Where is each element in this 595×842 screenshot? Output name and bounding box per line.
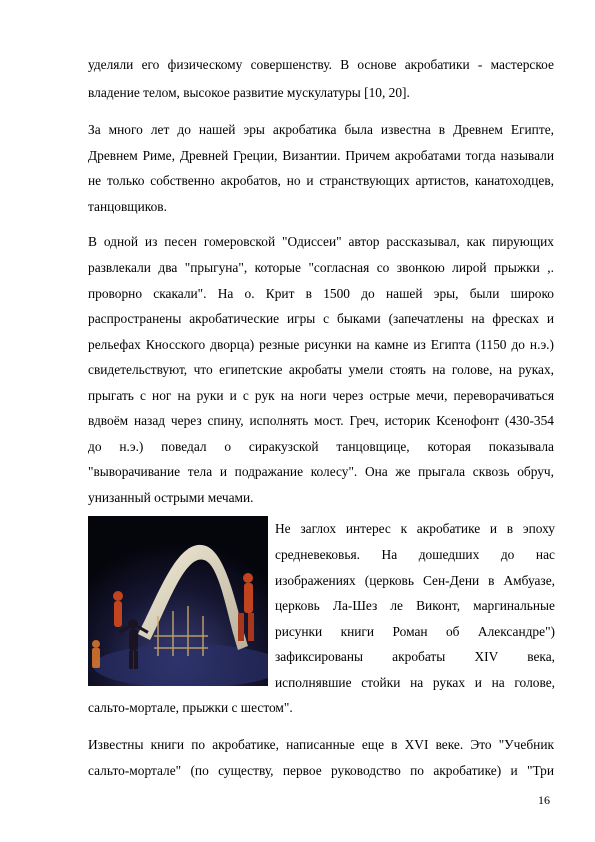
text-line: исполнявшие стойки на руках и на голове,: [275, 675, 555, 690]
text-line: Известны книги по акробатике, написанные еще в XVI веке. Это "Учебник: [88, 737, 554, 752]
text-line: сальто-мортале" (по существу, первое руководство по акробатике) и "Три: [88, 763, 554, 778]
text-line: проворно скакали". На о. Крит в 1500 до нашей эры, были широко: [88, 286, 554, 301]
text-line: развлекали два "прыгуна", которые "согласная со звонкою лирой прыжки ,.: [88, 260, 554, 275]
text-line: средневековья. На дошедших до нас: [275, 547, 555, 562]
text-line: рельефах Кносского дворца) резные рисунки на камне из Египта (1150 до н.э.): [88, 337, 554, 352]
text-line: За много лет до нашей эры акробатика была известна в Древнем Египте,: [88, 122, 554, 137]
text-line: унизанный острыми мечами.: [88, 490, 254, 505]
text-line: В одной из песен гомеровской "Одиссеи" автор рассказывал, как пирующих: [88, 234, 554, 249]
text-line: зафиксированы акробаты XIV века,: [275, 649, 555, 664]
text-line: прыгать с ног на руки и с рук на ноги через острые мечи, переворачиваться: [88, 388, 554, 403]
text-line: сальто-мортале, прыжки с шестом".: [88, 700, 293, 715]
text-line: до н.э.) поведал о сиракузской танцовщице, которая показывала: [88, 439, 554, 454]
text-line: уделяли его физическому совершенству. В основе акробатики - мастерское: [88, 57, 554, 72]
text-line: не только собственно акробатов, но и странствующих артистов, канатоходцев,: [88, 173, 554, 188]
text-line: Древнем Риме, Древней Греции, Византии. Причем акробатами тогда называли: [88, 148, 554, 163]
acrobats-photo: [88, 516, 268, 686]
text-line: свидетельствуют, что египетские акробаты умели стоять на голове, на руках,: [88, 362, 554, 377]
text-line: вдвоём назад через спину, исполнять мост. Греч, историк Ксенофонт (430-354: [88, 413, 554, 428]
page-number: 16: [538, 793, 550, 807]
text-line: церковь Ла-Шез ле Виконт, маргинальные: [275, 598, 555, 613]
text-line: Не заглох интерес к акробатике и в эпоху: [275, 521, 555, 536]
text-line: изображениях (церковь Сен-Дени в Амбуазе,: [275, 573, 555, 588]
text-line: "выворачивание тела и подражание колесу". Она же прыгала сквозь обруч,: [88, 464, 554, 479]
text-line: владение телом, высокое развитие мускулатуры [10, 20].: [88, 85, 410, 100]
text-line: рисунки книги Роман об Александре"): [275, 624, 555, 639]
text-line: распространены акробатические игры с быками (запечатлены на фресках и: [88, 311, 554, 326]
text-line: танцовщиков.: [88, 199, 167, 214]
